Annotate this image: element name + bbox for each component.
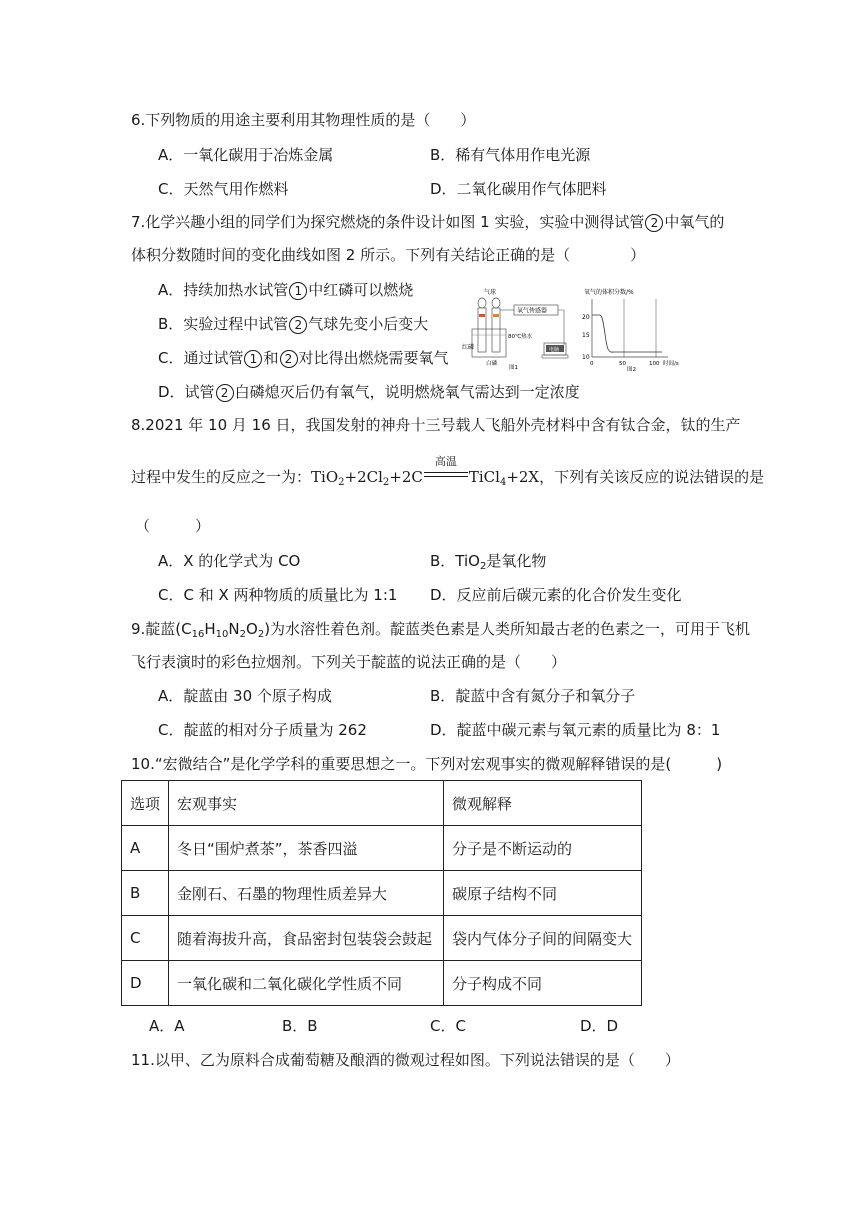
q8-option-a: A．X 的化学式为 CO [158, 552, 301, 570]
q6-option-a: A．一氧化碳用于冶炼金属 [158, 146, 334, 164]
q6-stem: 6.下列物质的用途主要利用其物理性质的是（ ） [131, 111, 476, 129]
q9-option-c: C．靛蓝的相对分子质量为 262 [158, 721, 367, 739]
q9-option-d: D．靛蓝中碳元素与氧元素的质量比为 8：1 [430, 721, 721, 739]
fig-computer-label: 电脑 [549, 347, 560, 353]
q8-stem-line2: 过程中发生的反应之一为：$TiO_2+2Cl_2+2C$ 高温 TiCl$_4$+2X，下列有关该反应的说法错误的是 [131, 455, 765, 488]
oxygen-curve [592, 315, 662, 352]
table-header: 微观解释 [444, 781, 642, 826]
table-header: 宏观事实 [169, 781, 444, 826]
table-cell: C [122, 916, 169, 961]
table-cell: 冬日“围炉煮茶”，茶香四溢 [169, 826, 444, 871]
q9-option-b: B．靛蓝中含有氮分子和氧分子 [430, 687, 636, 705]
q10-table [121, 780, 642, 1006]
fig-label-2: 图2 [627, 367, 636, 373]
q7-option-b: B．实验过程中试管 2 气球先变小后变大 [158, 315, 429, 333]
q11-stem: 11.以甲、乙为原料合成葡萄糖及酿酒的微观过程如图。下列说法错误的是（ ） [131, 1051, 680, 1069]
beaker [472, 329, 506, 357]
q9-stem-line2: 飞行表演时的彩色拉烟剂。下列关于靛蓝的说法正确的是（ ） [131, 653, 567, 671]
chart-title: 氧气的体积分数/% [584, 289, 634, 296]
q10-option-b: B．B [282, 1017, 318, 1035]
q6-option-b: B．稀有气体用作电光源 [430, 146, 591, 164]
table-cell: A [122, 826, 169, 871]
circled-number: 2 [280, 350, 298, 368]
table-cell: B [122, 871, 169, 916]
table-row [122, 871, 642, 916]
q8-stem-line3: （ ） [135, 517, 211, 535]
table-cell: 一氧化碳和二氧化碳化学性质不同 [169, 961, 444, 1006]
table-row [122, 961, 642, 1006]
reaction-equals-sign: 高温 [424, 470, 468, 480]
q6-option-d: D．二氧化碳用作气体肥料 [430, 180, 607, 198]
circled-number: 2 [289, 316, 307, 334]
q7-experiment-figure [462, 287, 694, 373]
circled-number: 2 [645, 214, 663, 232]
fig-water-label: 80℃热水 [508, 334, 533, 340]
fig-whitep-label: 白磷 [486, 361, 498, 367]
fig-redp-label: 红磷 [462, 344, 475, 351]
q8-option-d: D．反应前后碳元素的化合价发生变化 [430, 586, 682, 604]
q8-option-b: B．TiO$_2$是氧化物 [430, 552, 547, 572]
circled-number: 2 [216, 384, 234, 402]
x-tick-50: 50 [619, 361, 626, 367]
x-tick-0: 0 [590, 361, 594, 367]
table-cell: 分子构成不同 [444, 961, 642, 1006]
q10-stem: 10.“宏微结合”是化学学科的重要思想之一。下列对宏观事实的微观解释错误的是( ) [131, 755, 723, 773]
table-cell: 随着海拔升高，食品密封包装袋会鼓起 [169, 916, 444, 961]
table-cell: 碳原子结构不同 [444, 871, 642, 916]
table-row [122, 826, 642, 871]
white-phosphorus [493, 314, 499, 317]
chemical-equation: $TiO_2+2Cl_2+2C$ 高温 TiCl$_4$+2X [311, 455, 540, 488]
x-tick-100: 100 [649, 361, 660, 367]
table-cell: 袋内气体分子间的间隔变大 [444, 916, 642, 961]
q10-option-a: A．A [149, 1017, 185, 1035]
q6-option-c: C．天然气用作燃料 [158, 180, 289, 198]
fig-sensor-label: 氧气传感器 [517, 307, 548, 315]
y-tick-15: 15 [582, 332, 590, 339]
q7-stem-line2: 体积分数随时间的变化曲线如图 2 所示。下列有关结论正确的是（ ） [131, 246, 646, 264]
fig-balloon-label: 气球 [484, 289, 497, 296]
circled-number: 1 [244, 350, 262, 368]
table-cell: 分子是不断运动的 [444, 826, 642, 871]
circled-number: 1 [289, 282, 307, 300]
balloon-icon [478, 298, 486, 308]
balloon-icon [492, 298, 500, 308]
table-cell: D [122, 961, 169, 1006]
q9-stem-line1: 9.靛蓝$(C_{16}H_{10}N_2O_2)$为水溶性着色剂。靛蓝类色素是人类所知最古老的色素之一，可用于飞机 [131, 620, 751, 640]
q7-option-d: D．试管 2 白磷熄灭后仍有氧气，说明燃烧氧气需达到一定浓度 [158, 383, 580, 401]
table-row [122, 916, 642, 961]
q9-option-a: A．靛蓝由 30 个原子构成 [158, 687, 332, 705]
q7-stem-line1: 7.化学兴趣小组的同学们为探究燃烧的条件设计如图 1 实验，实验中测得试管 2 中氧气的 [131, 213, 725, 231]
y-tick-20: 20 [582, 314, 590, 321]
q10-option-c: C．C [430, 1017, 466, 1035]
q10-option-d: D．D [580, 1017, 619, 1035]
x-unit: 时间/s [663, 361, 679, 367]
table-cell: 金刚石、石墨的物理性质差异大 [169, 871, 444, 916]
table-header: 选项 [122, 781, 169, 826]
table-header-row [122, 781, 642, 826]
red-phosphorus [479, 314, 485, 317]
y-tick-10: 10 [582, 354, 590, 361]
q7-option-a: A．持续加热水试管 1 中红磷可以燃烧 [158, 281, 414, 299]
q8-option-c: C．C 和 X 两种物质的质量比为 1:1 [158, 586, 398, 604]
q7-option-c: C．通过试管 1 和 2 对比得出燃烧需要氧气 [158, 349, 449, 367]
q8-stem-line1: 8.2021 年 10 月 16 日，我国发射的神舟十三号载人飞船外壳材料中含有钛合金，钛的生产 [131, 416, 741, 434]
fig-label-1: 图1 [509, 365, 518, 371]
